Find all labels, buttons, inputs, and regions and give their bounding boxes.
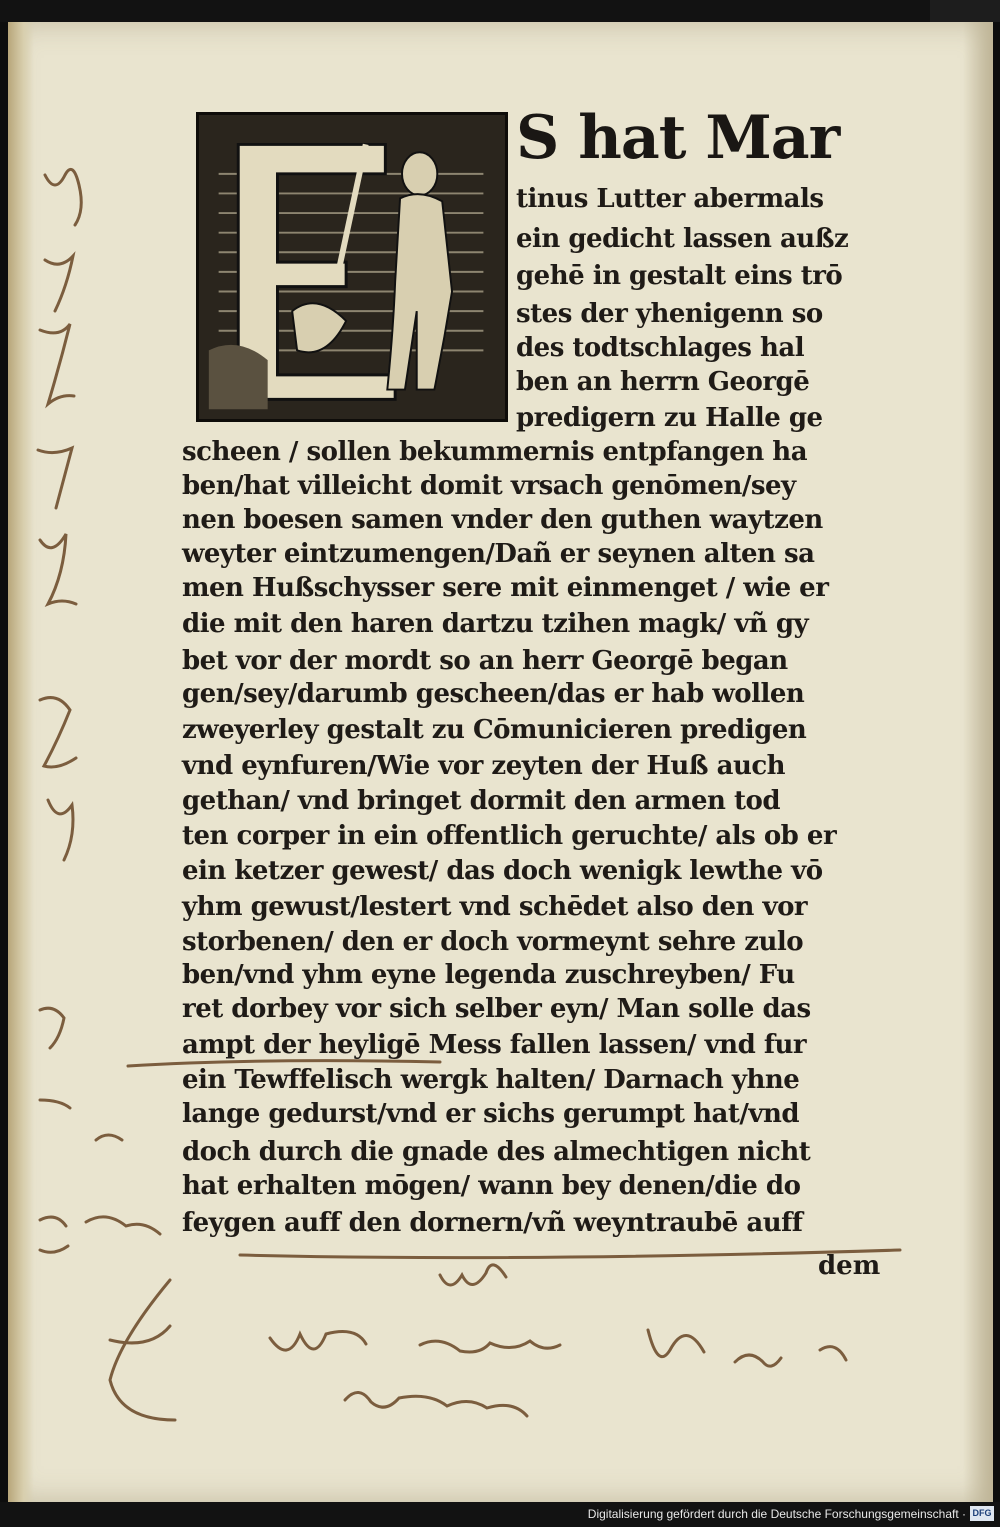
text-line: feygen auff den dornern/vñ weyntraubē auff <box>182 1208 803 1238</box>
text-line: vnd eynfuren/Wie vor zeyten der Huß auch <box>182 751 786 781</box>
text-line: ten corper in ein offentlich geruchte/ als ob er <box>182 821 837 851</box>
woodcut-initial-illustration <box>196 112 508 422</box>
text-line: des todtschlages hal <box>516 333 805 363</box>
text-line: stes der yhenigenn so <box>516 299 823 329</box>
woodcut-initial-e-image <box>199 115 505 419</box>
text-line: ben/vnd yhm eyne legenda zuschreyben/ Fu <box>182 960 795 990</box>
text-line: ben/hat villeicht domit vrsach genōmen/sey <box>182 471 796 501</box>
text-line: gethan/ vnd bringet dormit den armen tod <box>182 786 781 816</box>
text-line: doch durch die gnade des almechtigen nicht <box>182 1137 811 1167</box>
digitization-credit: Digitalisierung gefördert durch die Deutsche Forschungsgemeinschaft · <box>587 1507 966 1521</box>
text-line: yhm gewust/lestert vnd schēdet also den vor <box>182 892 808 922</box>
text-line: predigern zu Halle ge <box>516 403 823 433</box>
dfg-logo: DFG <box>970 1506 994 1521</box>
text-line: bet vor der mordt so an herr Georgē began <box>182 646 788 676</box>
scan-corner <box>930 0 1000 22</box>
text-line: weyter eintzumengen/Dañ er seynen alten sa <box>182 539 815 569</box>
text-line: men Hußschysser sere mit einmenget / wie er <box>182 573 829 603</box>
text-line: gehē in gestalt eins trō <box>516 261 843 291</box>
text-line: ein Tewffelisch wergk halten/ Darnach yhne <box>182 1065 800 1095</box>
text-line: storbenen/ den er doch vormeynt sehre zulo <box>182 927 804 957</box>
text-line: ben an herrn Georgē <box>516 367 810 397</box>
text-line: tinus Lutter abermals <box>516 184 824 214</box>
text-line: hat erhalten mōgen/ wann bey denen/die do <box>182 1171 801 1201</box>
text-line: ein ketzer gewest/ das doch wenigk lewthe vō <box>182 856 823 886</box>
text-line: zweyerley gestalt zu Cōmunicieren predigen <box>182 715 807 745</box>
text-line: nen boesen samen vnder den guthen waytzen <box>182 505 823 535</box>
text-line: lange gedurst/vnd er sichs gerumpt hat/vnd <box>182 1099 800 1129</box>
text-line: gen/sey/darumb gescheen/das er hab wollen <box>182 679 805 709</box>
page-heading: S hat Mar <box>516 103 840 173</box>
text-line: die mit den haren dartzu tzihen magk/ vñ gy <box>182 609 809 639</box>
text-line: scheen / sollen bekummernis entpfangen ha <box>182 437 808 467</box>
text-line: ampt der heyligē Mess fallen lassen/ vnd fur <box>182 1030 807 1060</box>
text-line: ein gedicht lassen außz <box>516 224 849 254</box>
text-line: ret dorbey vor sich selber eyn/ Man solle das <box>182 994 811 1024</box>
catchword: dem <box>818 1251 881 1281</box>
scan-top-strip <box>0 0 1000 22</box>
